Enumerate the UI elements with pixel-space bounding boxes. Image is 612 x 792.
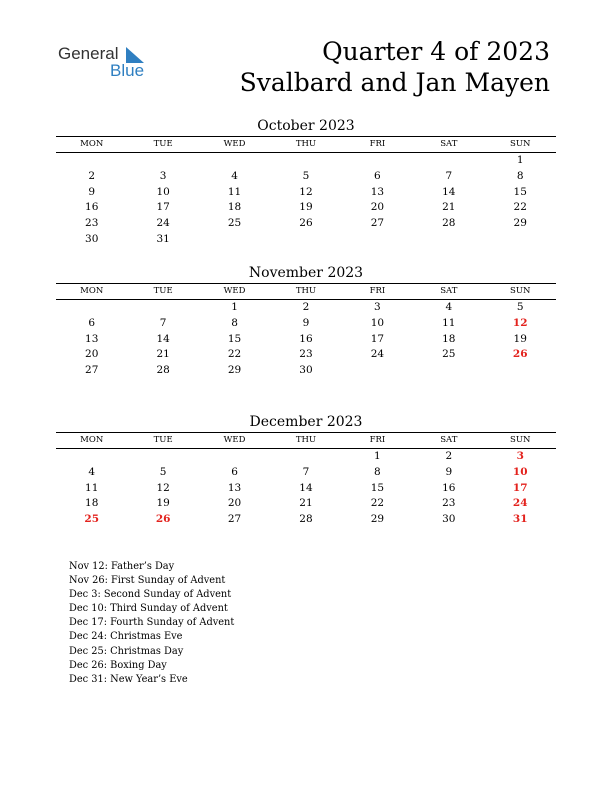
holiday-item: Nov 12: Father’s Day bbox=[69, 561, 175, 572]
day-cell: 20 bbox=[227, 497, 242, 510]
day-cell: 6 bbox=[88, 316, 96, 329]
holiday-item: Dec 17: Fourth Sunday of Advent bbox=[69, 617, 235, 629]
holiday-item: Dec 24: Christmas Eve bbox=[69, 631, 183, 643]
empty-cell bbox=[413, 363, 484, 379]
day-cell: 15 bbox=[370, 481, 385, 494]
day-cell: 22 bbox=[370, 497, 385, 510]
day-header-mon: MON bbox=[80, 286, 104, 296]
logo bbox=[58, 44, 158, 80]
day-header-sun: SUN bbox=[510, 139, 531, 149]
empty-cell bbox=[342, 153, 413, 169]
day-cell: 21 bbox=[156, 348, 170, 361]
day-cell: 26 bbox=[299, 217, 313, 230]
empty-cell bbox=[56, 153, 127, 169]
day-cell: 12 bbox=[299, 185, 313, 198]
day-header-row bbox=[56, 284, 556, 299]
empty-cell bbox=[199, 449, 270, 465]
week-row bbox=[56, 449, 556, 465]
day-cell: 1 bbox=[374, 450, 381, 462]
day-cell: 19 bbox=[156, 497, 170, 510]
holiday-item: Dec 25: Christmas Day bbox=[69, 645, 184, 657]
day-cell: 18 bbox=[442, 332, 456, 345]
day-cell: 16 bbox=[442, 481, 456, 494]
day-cell: 21 bbox=[299, 497, 313, 510]
day-header-sun: SUN bbox=[510, 435, 531, 445]
day-cell: 7 bbox=[159, 316, 167, 329]
day-cell: 26 bbox=[155, 513, 171, 526]
day-cell: 24 bbox=[156, 217, 170, 230]
day-cell: 24 bbox=[370, 348, 385, 361]
day-cell: 24 bbox=[512, 497, 528, 510]
month-december bbox=[56, 412, 556, 528]
day-header-thu: THU bbox=[295, 286, 317, 296]
day-cell: 22 bbox=[513, 201, 527, 214]
day-cell: 5 bbox=[302, 169, 310, 182]
week-row bbox=[56, 169, 556, 185]
day-cell: 28 bbox=[442, 217, 456, 230]
empty-cell bbox=[127, 449, 198, 465]
day-cell: 27 bbox=[85, 364, 99, 377]
day-cell: 10 bbox=[512, 465, 528, 478]
day-cell: 14 bbox=[442, 185, 456, 198]
day-cell: 17 bbox=[512, 481, 528, 494]
logo-word-blue: Blue bbox=[110, 61, 145, 80]
week-row bbox=[56, 232, 556, 248]
holiday-item: Dec 10: Third Sunday of Advent bbox=[69, 603, 228, 615]
empty-cell bbox=[270, 153, 341, 169]
day-cell: 29 bbox=[370, 513, 385, 526]
day-header-fri: FRI bbox=[369, 286, 386, 296]
day-cell: 3 bbox=[516, 450, 524, 462]
empty-cell bbox=[413, 153, 484, 169]
week-row bbox=[56, 300, 556, 316]
day-header-tue: TUE bbox=[153, 286, 173, 296]
day-cell: 29 bbox=[513, 217, 527, 230]
day-cell: 4 bbox=[445, 301, 453, 313]
empty-cell bbox=[342, 232, 413, 248]
day-header-thu: THU bbox=[295, 435, 317, 445]
day-cell: 15 bbox=[227, 332, 242, 345]
title-line-2: Svalbard and Jan Mayen bbox=[239, 68, 550, 97]
day-cell: 11 bbox=[227, 185, 242, 198]
day-cell: 20 bbox=[85, 348, 99, 361]
title-line-1: Quarter 4 of 2023 bbox=[322, 37, 550, 66]
day-header-wed: WED bbox=[223, 286, 246, 296]
day-cell: 25 bbox=[84, 513, 100, 526]
day-header-sat: SAT bbox=[440, 435, 458, 445]
day-cell: 23 bbox=[299, 348, 313, 361]
day-cell: 19 bbox=[299, 201, 313, 214]
day-header-fri: FRI bbox=[369, 139, 386, 149]
day-cell: 2 bbox=[88, 169, 96, 182]
week-row bbox=[56, 363, 556, 379]
logo-word-general: General bbox=[58, 44, 119, 63]
day-header-sun: SUN bbox=[510, 286, 531, 296]
day-cell: 5 bbox=[516, 301, 524, 313]
day-cell: 13 bbox=[227, 481, 242, 494]
empty-cell bbox=[485, 363, 556, 379]
day-cell: 9 bbox=[88, 185, 96, 198]
day-header-sat: SAT bbox=[440, 139, 458, 149]
month-november bbox=[56, 263, 556, 379]
week-row bbox=[56, 185, 556, 201]
day-cell: 5 bbox=[159, 465, 167, 478]
week-row bbox=[56, 496, 556, 512]
day-cell: 11 bbox=[442, 316, 456, 329]
day-cell: 3 bbox=[159, 169, 167, 182]
week-row bbox=[56, 347, 556, 363]
day-cell: 1 bbox=[516, 154, 524, 166]
month-title: November 2023 bbox=[248, 265, 364, 281]
week-row bbox=[56, 216, 556, 232]
day-cell: 12 bbox=[156, 481, 170, 494]
day-cell: 11 bbox=[85, 481, 99, 494]
day-cell: 4 bbox=[231, 169, 238, 182]
week-row bbox=[56, 316, 556, 332]
day-cell: 26 bbox=[512, 348, 528, 361]
day-cell: 2 bbox=[445, 450, 453, 462]
day-header-mon: MON bbox=[80, 435, 104, 445]
day-cell: 30 bbox=[299, 364, 313, 377]
day-cell: 30 bbox=[442, 513, 456, 526]
month-title: December 2023 bbox=[249, 414, 363, 430]
empty-cell bbox=[199, 153, 270, 169]
day-cell: 13 bbox=[85, 332, 99, 345]
day-cell: 25 bbox=[442, 348, 456, 361]
day-cell: 22 bbox=[227, 348, 242, 361]
day-header-thu: THU bbox=[295, 139, 317, 149]
week-row bbox=[56, 512, 556, 528]
day-cell: 13 bbox=[370, 185, 385, 198]
day-cell: 31 bbox=[512, 513, 528, 526]
month-title: October 2023 bbox=[257, 118, 355, 134]
day-cell: 15 bbox=[513, 185, 527, 198]
day-cell: 31 bbox=[156, 232, 170, 245]
day-cell: 20 bbox=[370, 201, 385, 214]
day-header-tue: TUE bbox=[153, 435, 173, 445]
day-cell: 29 bbox=[227, 364, 242, 377]
day-cell: 3 bbox=[374, 301, 381, 313]
day-cell: 27 bbox=[370, 217, 385, 230]
day-cell: 1 bbox=[231, 301, 238, 313]
day-header-mon: MON bbox=[80, 139, 104, 149]
empty-cell bbox=[56, 300, 127, 316]
holiday-item: Dec 26: Boxing Day bbox=[69, 659, 167, 671]
day-cell: 23 bbox=[85, 217, 99, 230]
day-cell: 19 bbox=[513, 332, 527, 345]
empty-cell bbox=[199, 232, 270, 248]
day-header-wed: WED bbox=[223, 139, 246, 149]
day-cell: 18 bbox=[85, 497, 99, 510]
week-row bbox=[56, 200, 556, 216]
month-october bbox=[56, 116, 556, 248]
day-cell: 14 bbox=[156, 332, 170, 345]
day-cell: 30 bbox=[85, 232, 99, 245]
day-cell: 16 bbox=[299, 332, 313, 345]
day-cell: 28 bbox=[299, 513, 313, 526]
day-cell: 25 bbox=[227, 217, 242, 230]
day-cell: 8 bbox=[516, 169, 524, 182]
day-cell: 9 bbox=[445, 465, 453, 478]
day-cell: 10 bbox=[370, 316, 385, 329]
day-cell: 4 bbox=[88, 465, 96, 478]
empty-cell bbox=[270, 449, 341, 465]
day-header-row bbox=[56, 137, 556, 152]
week-row bbox=[56, 153, 556, 169]
day-cell: 7 bbox=[302, 465, 310, 478]
day-cell: 6 bbox=[231, 465, 238, 478]
holiday-list bbox=[69, 560, 234, 687]
day-cell: 17 bbox=[370, 332, 385, 345]
holiday-item: Dec 31: New Year’s Eve bbox=[69, 673, 188, 685]
week-row bbox=[56, 465, 556, 481]
day-header-fri: FRI bbox=[369, 435, 386, 445]
day-cell: 18 bbox=[227, 201, 242, 214]
empty-cell bbox=[413, 232, 484, 248]
day-cell: 9 bbox=[302, 316, 310, 329]
day-cell: 10 bbox=[156, 185, 170, 198]
day-header-sat: SAT bbox=[440, 286, 458, 296]
day-cell: 23 bbox=[442, 497, 456, 510]
day-header-tue: TUE bbox=[153, 139, 173, 149]
day-cell: 7 bbox=[445, 169, 453, 182]
empty-cell bbox=[342, 363, 413, 379]
week-row bbox=[56, 332, 556, 348]
day-cell: 27 bbox=[227, 513, 242, 526]
day-cell: 8 bbox=[231, 316, 238, 329]
day-cell: 16 bbox=[85, 201, 99, 214]
empty-cell bbox=[485, 232, 556, 248]
day-cell: 17 bbox=[156, 201, 170, 214]
empty-cell bbox=[127, 153, 198, 169]
day-cell: 21 bbox=[442, 201, 456, 214]
holiday-item: Nov 26: First Sunday of Advent bbox=[69, 575, 226, 587]
day-header-row bbox=[56, 433, 556, 448]
page-title bbox=[240, 36, 550, 98]
holiday-item: Dec 3: Second Sunday of Advent bbox=[69, 589, 232, 601]
day-cell: 8 bbox=[374, 465, 381, 478]
day-cell: 28 bbox=[156, 364, 170, 377]
day-cell: 6 bbox=[374, 169, 381, 182]
week-row bbox=[56, 481, 556, 497]
day-cell: 2 bbox=[302, 301, 310, 313]
empty-cell bbox=[270, 232, 341, 248]
day-cell: 12 bbox=[512, 316, 528, 329]
day-header-wed: WED bbox=[223, 435, 246, 445]
empty-cell bbox=[56, 449, 127, 465]
day-cell: 14 bbox=[299, 481, 313, 494]
empty-cell bbox=[127, 300, 198, 316]
